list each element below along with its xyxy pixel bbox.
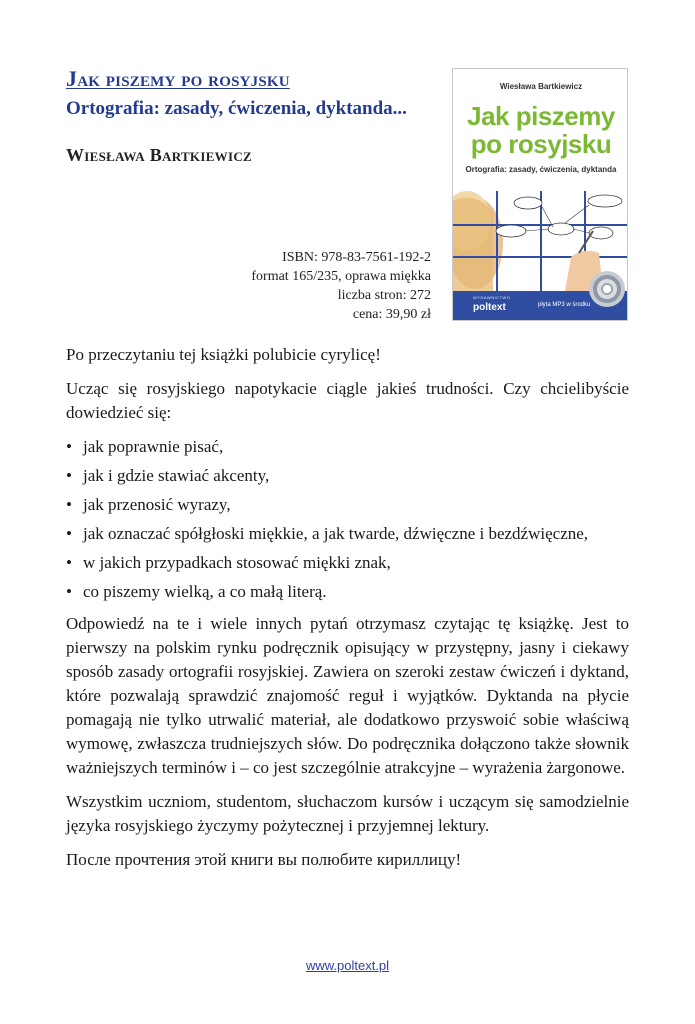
cover-title-line1: Jak piszemy [467,101,615,131]
website-link[interactable]: www.poltext.pl [305,958,390,973]
russian-text: После прочтения этой книги вы полюбите кириллицу! [66,850,462,869]
wishes-text: Wszystkim uczniom, studentom, słuchaczom kursów i uczącym się samodzielnie języka rosyjskiego życzymy pożytecznej i przyjemnej lektury. [66,792,629,835]
book-subtitle: Ortografia: zasady, ćwiczenia, dyktanda... [66,98,407,119]
isbn: ISBN: 978-83-7561-192-2 [282,250,431,265]
bullet-list [66,435,629,604]
cd-icon [589,271,625,307]
list-item: • co piszemy wielką, a co małą literą. [66,580,629,604]
cover-author: Wiesława Bartkiewicz [499,82,583,91]
cover-title [453,102,628,158]
description [66,343,629,882]
cover-subtitle: Ortografia: zasady, ćwiczenia, dyktanda [465,165,617,174]
book-metadata [251,248,431,324]
page-count: liczba stron: 272 [337,288,431,303]
answer-text: Odpowiedź na te i wiele innych pytań otrzymasz czytając tę książkę. Jest to pierwszy na polskim rynku podręcznik opisujący w przystępny, jasny i ciekawy sposób zasady ortografii rosyjskiej. Zawiera on szeroki zestaw ćwiczeń i dyktand, które pozwalają sprawdzić znajomość reguł i wyjątków. Dyktanda na płycie pomagają nie tylko utrwalić materiał, ale dodatkowo przyswoić sobie właściwą wymowę, zwłaszcza trudniejszych słów. Do podręcznika dołączono także słownik ważniejszych terminów i – co jest szczególnie atrakcyjne – wyrażenia żargonowe. [66,614,629,777]
list-item: • w jakich przypadkach stosować miękki znak, [66,551,629,575]
list-item: • jak przenosić wyrazy, [66,493,629,517]
list-item: • jak oznaczać spółgłoski miękkie, a jak twarde, dźwięczne i bezdźwięczne, [66,522,629,546]
book-cover-image [452,68,628,321]
book-title: Jak piszemy po rosyjsku [66,66,290,91]
cover-title-line2: po rosyjsku [470,129,612,159]
cover-mp3-note: płyta MP3 w środku [538,302,591,308]
cover-publisher-label: WYDAWNICTWO [473,295,511,300]
cover-publisher-logo: poltext [473,302,506,313]
intro-text: Po przeczytaniu tej książki polubicie cyrylicę! [66,345,381,364]
list-item: • jak poprawnie pisać, [66,435,629,459]
price: cena: 39,90 zł [352,307,431,322]
question-text: Ucząc się rosyjskiego napotykacie ciągle jakieś trudności. Czy chcielibyście dowiedzieć się: [66,379,629,422]
cover-illustration [453,191,628,321]
list-item: • jak i gdzie stawiać akcenty, [66,464,629,488]
format: format 165/235, oprawa miękka [251,269,431,284]
book-author: Wiesława Bartkiewicz [66,145,252,165]
